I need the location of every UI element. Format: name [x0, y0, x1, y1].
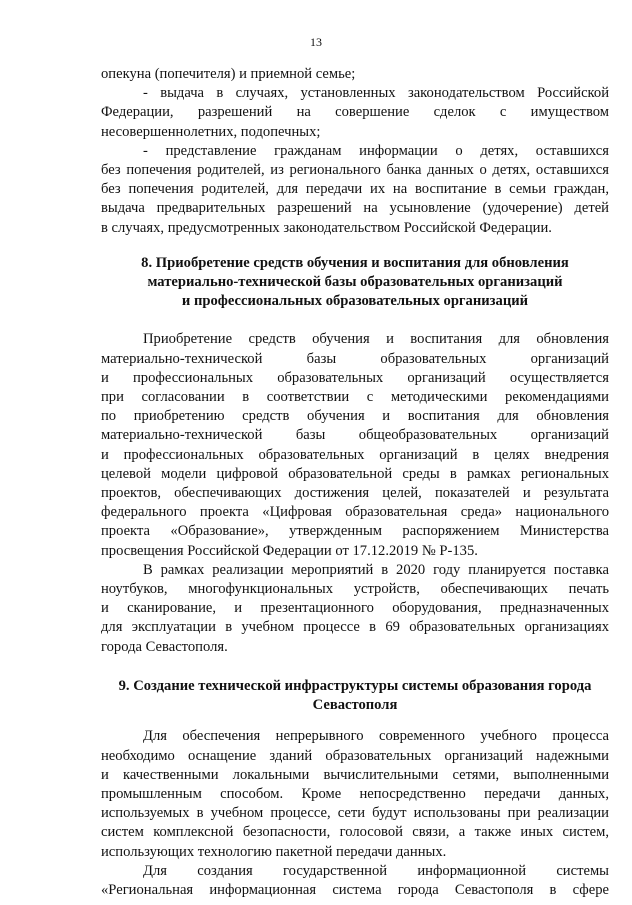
text-line: и сканирование, и презентационного оборудования, предназначенных: [101, 600, 609, 617]
section-9-heading: [101, 677, 609, 715]
text-line: федерального проекта «Цифровая образовательная среда» национального: [101, 504, 609, 521]
text-line: проекта «Образование», утвержденным распоряжением Министерства: [101, 523, 609, 540]
text-line: Федерации, разрешений на совершение сделок с имуществом: [101, 104, 609, 121]
section-8-paragraph-2: [101, 561, 609, 657]
text-line: материально-технической базы общеобразовательных организаций: [101, 427, 609, 444]
section-9-paragraph-2: [101, 862, 609, 900]
text-line: несовершеннолетних, подопечных;: [101, 123, 321, 140]
text-line: - представление гражданам информации о детях, оставшихся: [143, 142, 609, 159]
text-line: Приобретение средств обучения и воспитания для обновления: [143, 331, 609, 348]
text-line: в случаях, предусмотренных законодательством Российской Федерации.: [101, 219, 552, 236]
text-line: - выдача в случаях, установленных законодательством Российской: [143, 85, 609, 102]
text-line: используемых в учебном процессе, сети будут использованы при реализации: [101, 805, 609, 822]
text-line: города Севастополя.: [101, 638, 228, 655]
section-9-paragraph-1: [101, 727, 609, 861]
text-line: при согласовании в соответствии с методическими рекомендациями: [101, 389, 609, 406]
text-line: просвещения Российской Федерации от 17.12.2019 № Р-135.: [101, 542, 478, 559]
text-line: материально-технической базы образовательных организаций: [101, 350, 609, 367]
text-line: использующих технологию пакетной передачи данных.: [101, 843, 447, 860]
intro-block: [101, 65, 609, 238]
heading-line: и профессиональных образовательных организаций: [181, 293, 529, 310]
text-line: опекуна (попечителя) и приемной семье;: [101, 66, 356, 82]
text-line: и профессиональных образовательных организаций в целях внедрения: [101, 446, 609, 463]
text-line: выдача предварительных разрешений на усыновление (удочерение) детей: [101, 200, 609, 217]
section-8-paragraph-1: [101, 330, 609, 560]
text-line: Для обеспечения непрерывного современного учебного процесса: [143, 728, 609, 745]
text-line: проектов, обеспечивающих достижения целей, показателей и результата: [101, 485, 609, 502]
text-line: и качественными локальными вычислительными сетями, выполненными: [101, 766, 609, 783]
document-body: [101, 65, 609, 900]
text-line: для эксплуатации в учебном процессе в 69 образовательных организациях: [101, 619, 609, 636]
text-line: В рамках реализации мероприятий в 2020 году планируется поставка: [143, 561, 609, 578]
heading-line: 9. Создание технической инфраструктуры системы образования города: [118, 677, 592, 694]
text-line: без попечения родителей, из регионального банка данных о детях, оставшихся: [101, 162, 609, 179]
text-line: по приобретению средств обучения и воспитания для обновления: [101, 408, 609, 425]
section-8-heading: [101, 254, 609, 312]
text-line: и профессиональных образовательных организаций осуществляется: [101, 369, 609, 386]
text-line: систем комплексной безопасности, голосовой связи, а также иных систем,: [101, 824, 609, 841]
text-line: целевой модели цифровой образовательной среды в рамках региональных: [101, 465, 609, 482]
text-line: необходимо оснащение зданий образовательных организаций надежными: [101, 747, 609, 764]
text-line: Для создания государственной информационной системы: [143, 862, 609, 879]
page-number: 13: [310, 35, 322, 49]
text-line: без попечения родителей, для передачи их на воспитание в семьи граждан,: [101, 181, 609, 198]
text-line: ноутбуков, многофункциональных устройств, обеспечивающих печать: [101, 581, 609, 598]
text-line: «Региональная информационная система города Севастополя в сфере: [101, 881, 609, 898]
heading-line: материально-технической базы образовательных организаций: [147, 274, 563, 291]
heading-line: 8. Приобретение средств обучения и воспитания для обновления: [141, 254, 569, 271]
text-line: промышленным способом. Кроме непосредственно передачи данных,: [101, 785, 609, 802]
heading-line: Севастополя: [312, 697, 398, 714]
